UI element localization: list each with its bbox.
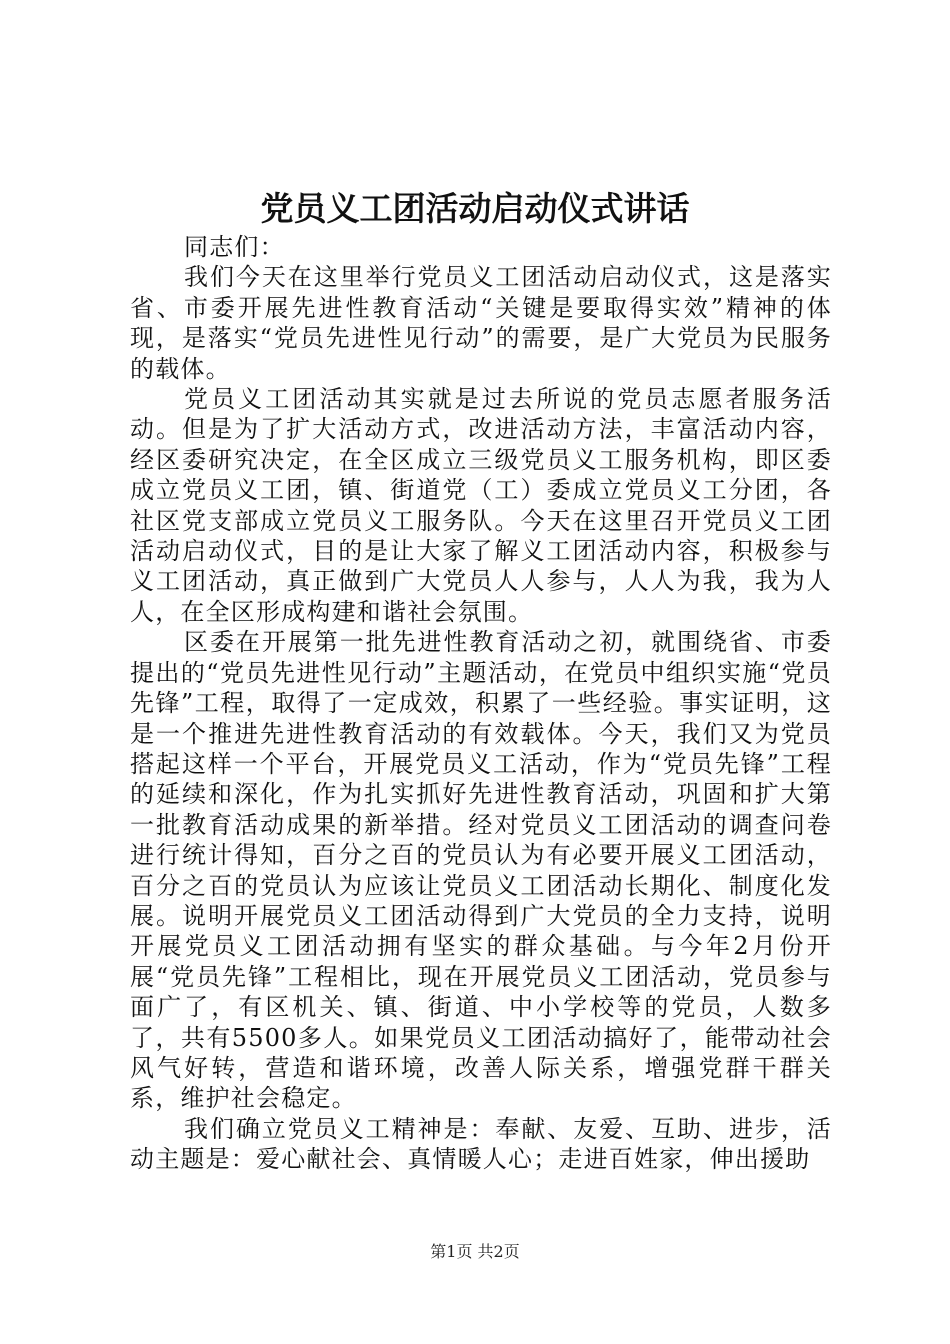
paragraph-4: 我们确立党员义工精神是：奉献、友爱、互助、进步，活动主题是：爱心献社会、真情暖人心；走进百姓家，伸出援助 <box>130 1114 832 1174</box>
page-footer: 第1页 共2页 <box>430 1242 520 1261</box>
document-body <box>130 232 832 1175</box>
salutation: 同志们： <box>184 233 285 261</box>
paragraph-2: 党员义工团活动其实就是过去所说的党员志愿者服务活动。但是为了扩大活动方式，改进活动方法，丰富活动内容，经区委研究决定，在全区成立三级党员义工服务机构，即区委成立党员义工团，镇、街道党（工）委成立党员义工分团，各社区党支部成立党员义工服务队。今天在这里召开党员义工团活动启动仪式，目的是让大家了解义工团活动内容，积极参与义工团活动，真正做到广大党员人人参与，人人为我，我为人人，在全区形成构建和谐社会氛围。 <box>130 385 832 626</box>
document-title: 党员义工团活动启动仪式讲话 <box>260 189 690 228</box>
paragraph-1: 我们今天在这里举行党员义工团活动启动仪式，这是落实省、市委开展先进性教育活动“关键是要取得实效”精神的体现，是落实“党员先进性见行动”的需要，是广大党员为民服务的载体。 <box>130 263 832 383</box>
paragraph-3: 区委在开展第一批先进性教育活动之初，就围绕省、市委提出的“党员先进性见行动”主题活动，在党员中组织实施“党员先锋”工程，取得了一定成效，积累了一些经验。事实证明，这是一个推进先进性教育活动的有效载体。今天，我们又为党员搭起这样一个平台，开展党员义工活动，作为“党员先锋”工程的延续和深化，作为扎实抓好先进性教育活动，巩固和扩大第一批教育活动成果的新举措。经对党员义工团活动的调查问卷进行统计得知，百分之百的党员认为有必要开展义工团活动，百分之百的党员认为应该让党员义工团活动长期化、制度化发展。说明开展党员义工团活动得到广大党员的全力支持，说明开展党员义工团活动拥有坚实的群众基础。与今年2月份开展“党员先锋”工程相比，现在开展党员义工团活动，党员参与面广了，有区机关、镇、街道、中小学校等的党员，人数多了，共有5500多人。如果党员义工团活动搞好了，能带动社会风气好转，营造和谐环境，改善人际关系，增强党群干群关系，维护社会稳定。 <box>130 628 832 1113</box>
